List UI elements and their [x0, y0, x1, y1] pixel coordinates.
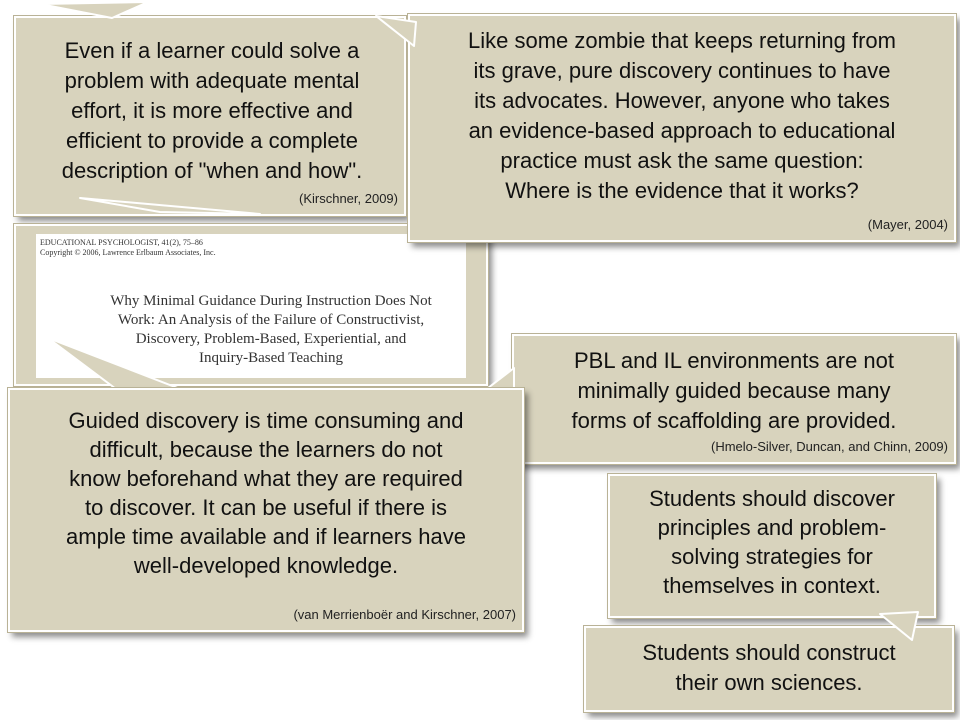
article-journal-meta: EDUCATIONAL PSYCHOLOGIST, 41(2), 75–86 Copyright © 2006, Lawrence Erlbaum Associates, Inc. — [40, 238, 216, 257]
hmelo-silver-citation: (Hmelo-Silver, Duncan, and Chinn, 2009) — [710, 439, 948, 454]
van-merrienboer-quote-bubble — [8, 388, 524, 632]
van-merrienboer-citation: (van Merrienboër and Kirschner, 2007) — [293, 607, 516, 622]
mayer-bubble-tail — [376, 16, 416, 46]
kirschner-bubble-tail — [40, 2, 148, 18]
kirschner-citation: (Kirschner, 2009) — [299, 191, 398, 206]
kirschner-bubble-lower-tail — [80, 198, 260, 214]
discover-quote-text: Students should discover principles and problem- solving strategies for themselves in context. — [649, 486, 895, 598]
article-title: Why Minimal Guidance During Instruction Does Not Work: An Analysis of the Failure of Constructivist, Discovery, Problem-Based, Experiential, and Inquiry-Based Teaching — [110, 293, 432, 366]
construct-quote-text: Students should construct their own sciences. — [642, 640, 896, 695]
discover-bubble-tail — [880, 612, 918, 640]
kirschner-quote-text: Even if a learner could solve a problem with adequate mental effort, it is more effective and efficient to provide a complete description of "when and how". — [61, 38, 363, 183]
vanm-bubble-tail — [48, 338, 188, 392]
hmelo-silver-quote-text: PBL and IL environments are not minimally guided because many forms of scaffolding are provided. — [571, 348, 897, 433]
mayer-citation: (Mayer, 2004) — [867, 217, 948, 232]
mayer-quote-text: Like some zombie that keeps returning from its grave, pure discovery continues to have its advocates. However, anyone who takes an evidence-based approach to educational practice must ask the same question: Where is the evidence that it works? — [468, 28, 896, 203]
van-merrienboer-quote-text: Guided discovery is time consuming and difficult, because the learners do not know beforehand what they are required to discover. It can be useful if there is ample time available and if learners have well-developed knowledge. — [66, 408, 466, 578]
